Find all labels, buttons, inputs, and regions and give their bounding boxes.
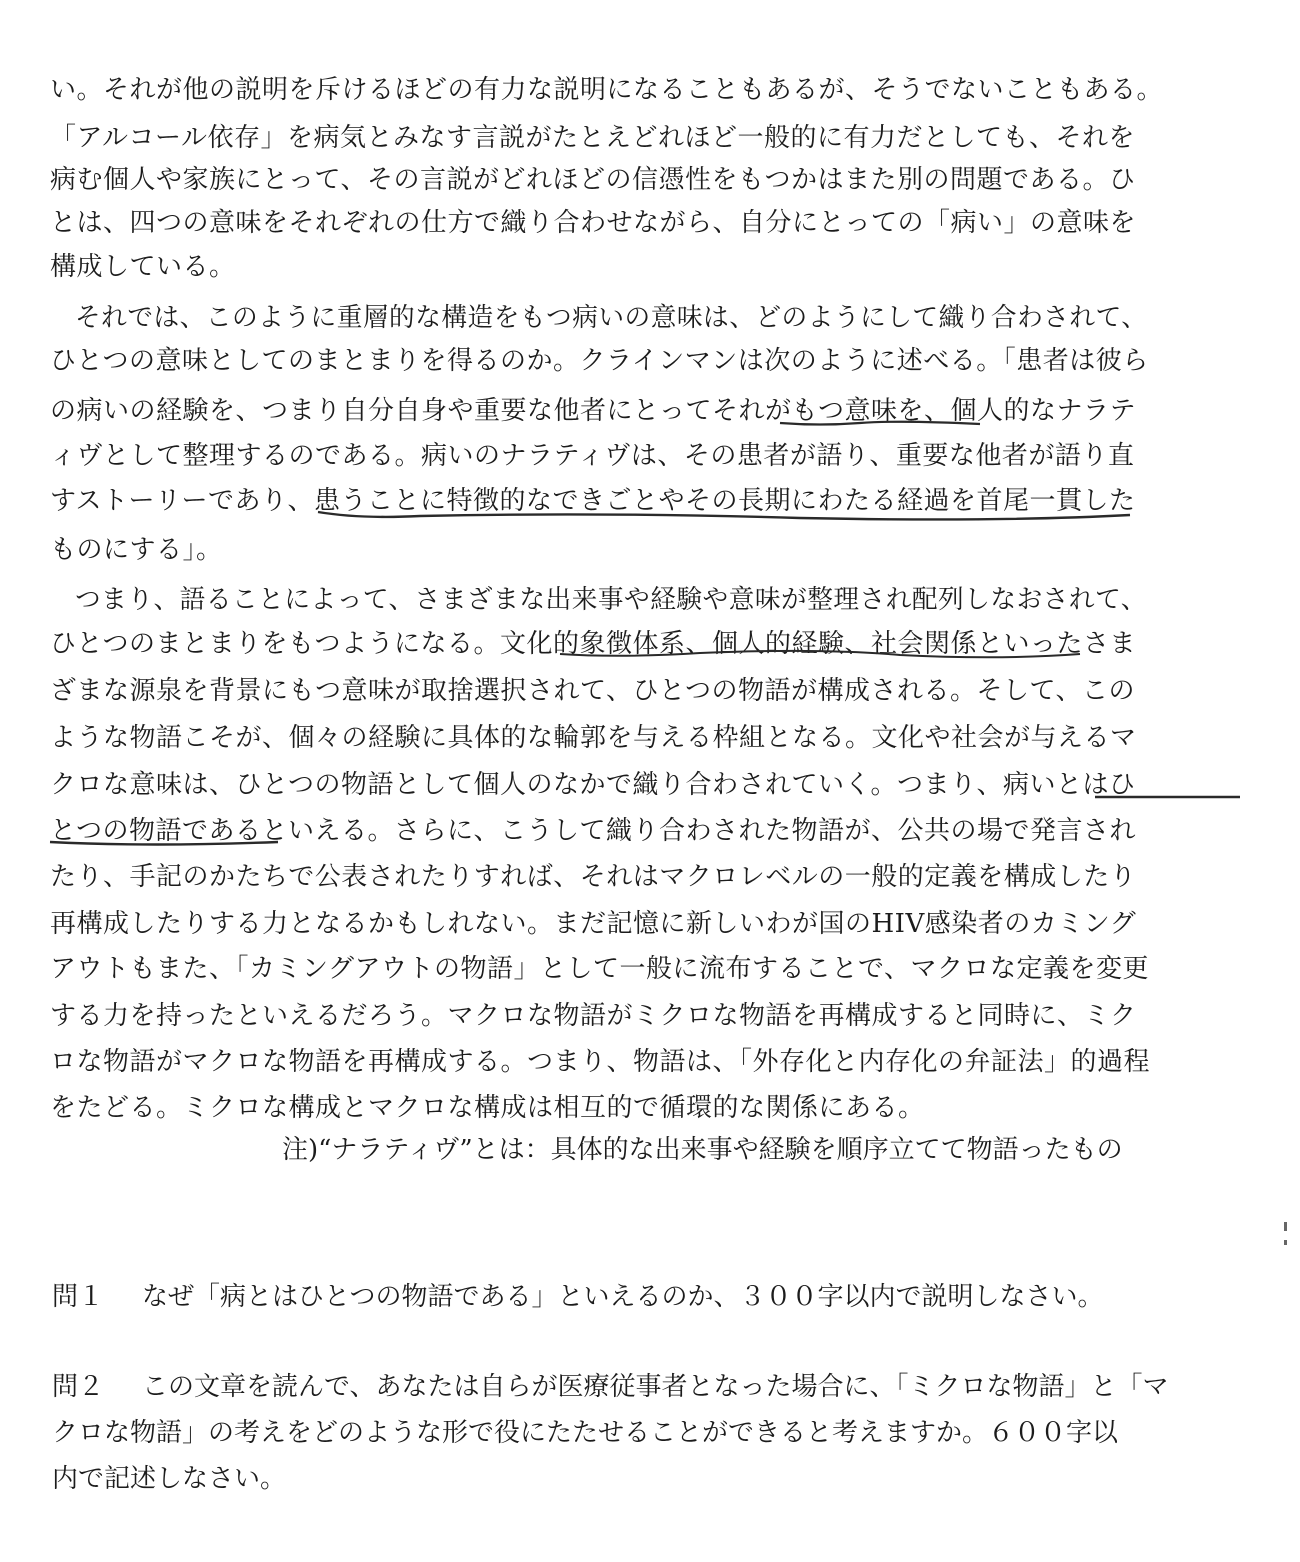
passage-line: ひとつの意味としてのまとまりを得るのか。クラインマンは次のように述べる。「患者は彼ら — [50, 346, 1149, 376]
question-text: クロな物語」の考えをどのような形で役にたたせることができると考えますか。６００字以 — [52, 1418, 1119, 1448]
passage-line: ような物語こそが、個々の経験に具体的な輪郭を与える枠組となる。文化や社会が与えるマ — [50, 723, 1137, 753]
passage-line: 病む個人や家族にとって、その言説がどれほどの信憑性をもつかはまた別の問題である。ひ — [50, 165, 1136, 195]
passage-line: の病いの経験を、つまり自分自身や重要な他者にとってそれがもつ意味を、個人的なナラテ — [50, 396, 1136, 426]
question-text: なぜ「病とはひとつの物語である」といえるのか、３００字以内で説明しなさい。 — [142, 1282, 1104, 1312]
question-label: 問２ — [52, 1372, 105, 1402]
passage-line: ロな物語がマクロな物語を再構成する。つまり、物語は、「外存化と内存化の弁証法」的過程 — [50, 1047, 1151, 1077]
passage-line: ざまな源泉を背景にもつ意味が取捨選択されて、ひとつの物語が構成される。そして、この — [50, 676, 1135, 706]
question-text: この文章を読んで、あなたは自らが医療従事者となった場合に、「ミクロな物語」と「マ — [142, 1372, 1169, 1402]
passage-line: 「アルコール依存」を病気とみなす言説がたとえどれほど一般的に有力だとしても、それを — [50, 123, 1135, 153]
passage-line: い。それが他の説明を斥けるほどの有力な説明になることもあるが、そうでないこともある。 — [50, 75, 1164, 105]
scan-speck — [1284, 1240, 1287, 1245]
passage-line: アウトもまた、「カミングアウトの物語」として一般に流布することで、マクロな定義を変更 — [50, 954, 1149, 984]
passage-line: それでは、このように重層的な構造をもつ病いの意味は、どのようにして織り合わされて、 — [75, 303, 1148, 333]
passage-line: クロな意味は、ひとつの物語として個人のなかで織り合わされていく。つまり、病いとはひ — [50, 770, 1136, 800]
question-text: 内で記述しなさい。 — [52, 1464, 287, 1494]
passage-line: とは、四つの意味をそれぞれの仕方で織り合わせながら、自分にとっての「病い」の意味を — [50, 208, 1136, 238]
passage-line: ィヴとして整理するのである。病いのナラティヴは、その患者が語り、重要な他者が語り直 — [50, 441, 1135, 471]
passage-line: とつの物語であるといえる。さらに、こうして織り合わされた物語が、公共の場で発言され — [50, 816, 1136, 846]
footnote: 注)“ナラティヴ”とは：具体的な出来事や経験を順序立てて物語ったもの — [282, 1135, 1123, 1165]
passage-line: 再構成したりする力となるかもしれない。まだ記憶に新しいわが国のHIV感染者のカミング — [50, 909, 1137, 939]
passage-line: 構成している。 — [50, 252, 236, 282]
passage-line: たり、手記のかたちで公表されたりすれば、それはマクロレベルの一般的定義を構成したり — [50, 862, 1137, 892]
question-label: 問１ — [52, 1282, 105, 1312]
scan-speck — [1284, 1222, 1287, 1231]
passage-line: する力を持ったといえるだろう。マクロな物語がミクロな物語を再構成すると同時に、ミク — [50, 1001, 1137, 1031]
passage-line: すストーリーであり、患うことに特徴的なできごとやその長期にわたる経過を首尾一貫した — [50, 486, 1136, 516]
passage-line: ものにする」。 — [50, 535, 223, 565]
passage-line: をたどる。ミクロな構成とマクロな構成は相互的で循環的な関係にある。 — [50, 1093, 925, 1123]
passage-line: つまり、語ることによって、さまざまな出来事や経験や意味が整理され配列しなおされて、 — [75, 585, 1147, 615]
passage-line: ひとつのまとまりをもつようになる。文化的象徴体系、個人的経験、社会関係といったさま — [50, 629, 1136, 659]
